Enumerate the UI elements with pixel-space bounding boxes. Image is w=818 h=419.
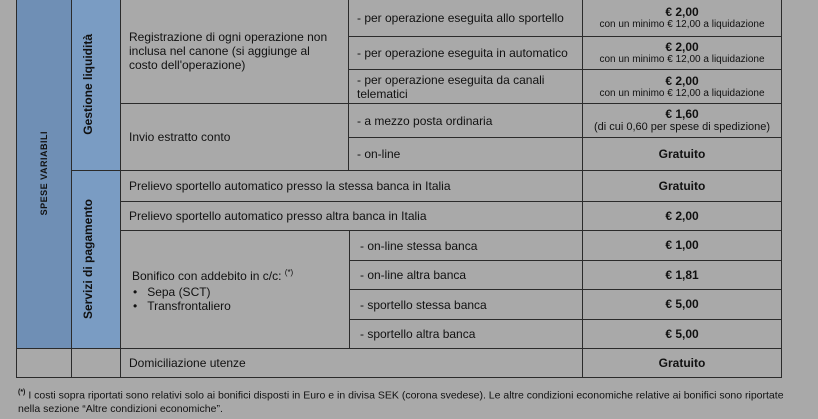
- bonifico-row-1-desc-text: - on-line stessa banca: [360, 238, 478, 253]
- domiciliazione-label: [120, 348, 583, 378]
- bonifico-label: Bonifico con addebito in c/c:: [132, 269, 282, 283]
- estratto-row-2-price-value: Gratuito: [658, 146, 706, 161]
- bonifico-row-2-price: [582, 260, 782, 290]
- prelievo-altra-price-value: € 2,00: [665, 208, 699, 223]
- footnote: [18, 386, 803, 416]
- reg-row-1-price-value: € 2,00: [665, 4, 699, 19]
- domiciliazione-sidebar-right: [71, 348, 121, 378]
- reg-row-2-desc-text: - per operazione eseguita in automatico: [357, 46, 568, 60]
- bonifico-row-1-desc: [349, 230, 583, 261]
- bonifico-bullet-sepa: • Sepa (SCT): [143, 285, 231, 299]
- section-label-cell: [16, 0, 72, 349]
- bonifico-row-4-price: [582, 319, 782, 349]
- domiciliazione-sidebar-left: [16, 348, 72, 378]
- bonifico-bullet-transfrontaliero: • Transfrontaliero: [143, 299, 231, 313]
- prelievo-stessa-price: [582, 170, 782, 202]
- estratto-row-2-price: [582, 137, 782, 171]
- reg-row-3-price: [582, 69, 782, 104]
- bonifico-row-2-desc-text: - on-line altra banca: [360, 268, 467, 282]
- bonifico-row-4-desc: [349, 319, 583, 349]
- estratto-row-2-desc-text: - on-line: [357, 147, 401, 161]
- footnote-mark: (*): [18, 389, 26, 396]
- registrazione-label-cell: [120, 0, 349, 104]
- estratto-row-2-desc: [348, 137, 583, 171]
- estratto-row-1-price-note: (di cui 0,60 per spese di spedizione): [593, 120, 771, 133]
- reg-row-1-desc: [348, 0, 583, 37]
- bonifico-footnote-mark: (*): [284, 268, 294, 277]
- estratto-label-cell: [120, 103, 349, 171]
- estratto-row-1-price: [582, 103, 782, 138]
- reg-row-1-desc-text: - per operazione eseguita allo sportello: [357, 10, 564, 25]
- domiciliazione-text: Domiciliazione utenze: [129, 356, 246, 370]
- bonifico-row-4-price-value: € 5,00: [665, 326, 699, 341]
- bonifico-row-1-price: [582, 230, 782, 261]
- group-liquidita-label: Gestione liquidità: [81, 34, 95, 135]
- reg-row-3-desc-text: - per operazione eseguita da canali telematici: [357, 72, 545, 101]
- estratto-label: Invio estratto conto: [129, 130, 231, 144]
- estratto-row-1-desc-text: - a mezzo posta ordinaria: [357, 113, 493, 128]
- prelievo-stessa-text: Prelievo sportello automatico presso la stessa banca in Italia: [129, 179, 451, 193]
- group-liquidita-cell: [71, 0, 121, 171]
- bonifico-label-cell: [120, 230, 350, 349]
- reg-row-2-price: [582, 36, 782, 70]
- prelievo-altra-text: Prelievo sportello automatico presso altra banca in Italia: [129, 209, 427, 223]
- reg-row-3-desc: [348, 69, 583, 104]
- domiciliazione-price: [582, 348, 782, 378]
- section-label: SPESE VARIABILI: [39, 131, 49, 216]
- bonifico-bullets: [129, 285, 231, 313]
- reg-row-2-price-value: € 2,00: [665, 40, 699, 54]
- bonifico-heading: [129, 266, 293, 283]
- bonifico-row-4-desc-text: - sportello altra banca: [360, 327, 476, 341]
- reg-row-3-price-value: € 2,00: [665, 73, 699, 88]
- estratto-row-1-desc: [348, 103, 583, 138]
- prelievo-stessa-label: [120, 170, 583, 202]
- bonifico-row-3-desc: [349, 289, 583, 320]
- reg-row-1-price-note: con un minimo € 12,00 a liquidazione: [599, 18, 765, 30]
- bonifico-row-3-desc-text: - sportello stessa banca: [360, 297, 487, 312]
- reg-row-3-price-note: con un minimo € 12,00 a liquidazione: [599, 87, 765, 99]
- bonifico-row-1-price-value: € 1,00: [665, 238, 699, 252]
- domiciliazione-price-value: Gratuito: [658, 355, 706, 370]
- group-pagamento-cell: [71, 170, 121, 349]
- estratto-row-1-price-value: € 1,60: [665, 106, 699, 121]
- reg-row-2-price-note: con un minimo € 12,00 a liquidazione: [599, 54, 765, 65]
- footnote-text: I costi sopra riportati sono relativi solo ai bonifici disposti in Euro e in divisa SEK (corona svedese). Le altre condizioni economiche relative ai bonifici sono riportate nella sezione “Altre condizioni economiche”.: [18, 389, 784, 415]
- reg-row-2-desc: [348, 36, 583, 70]
- prelievo-stessa-price-value: Gratuito: [658, 178, 706, 193]
- prelievo-altra-price: [582, 201, 782, 231]
- bonifico-row-3-price: [582, 289, 782, 320]
- bonifico-row-3-price-value: € 5,00: [665, 297, 699, 311]
- registrazione-label: Registrazione di ogni operazione non inclusa nel canone (si aggiunge al costo dell'operazione): [129, 30, 328, 72]
- reg-row-1-price: [582, 0, 782, 37]
- prelievo-altra-label: [120, 201, 583, 231]
- bonifico-row-2-price-value: € 1,81: [665, 267, 699, 282]
- group-pagamento-label: Servizi di pagamento: [81, 199, 95, 320]
- bonifico-row-2-desc: [349, 260, 583, 290]
